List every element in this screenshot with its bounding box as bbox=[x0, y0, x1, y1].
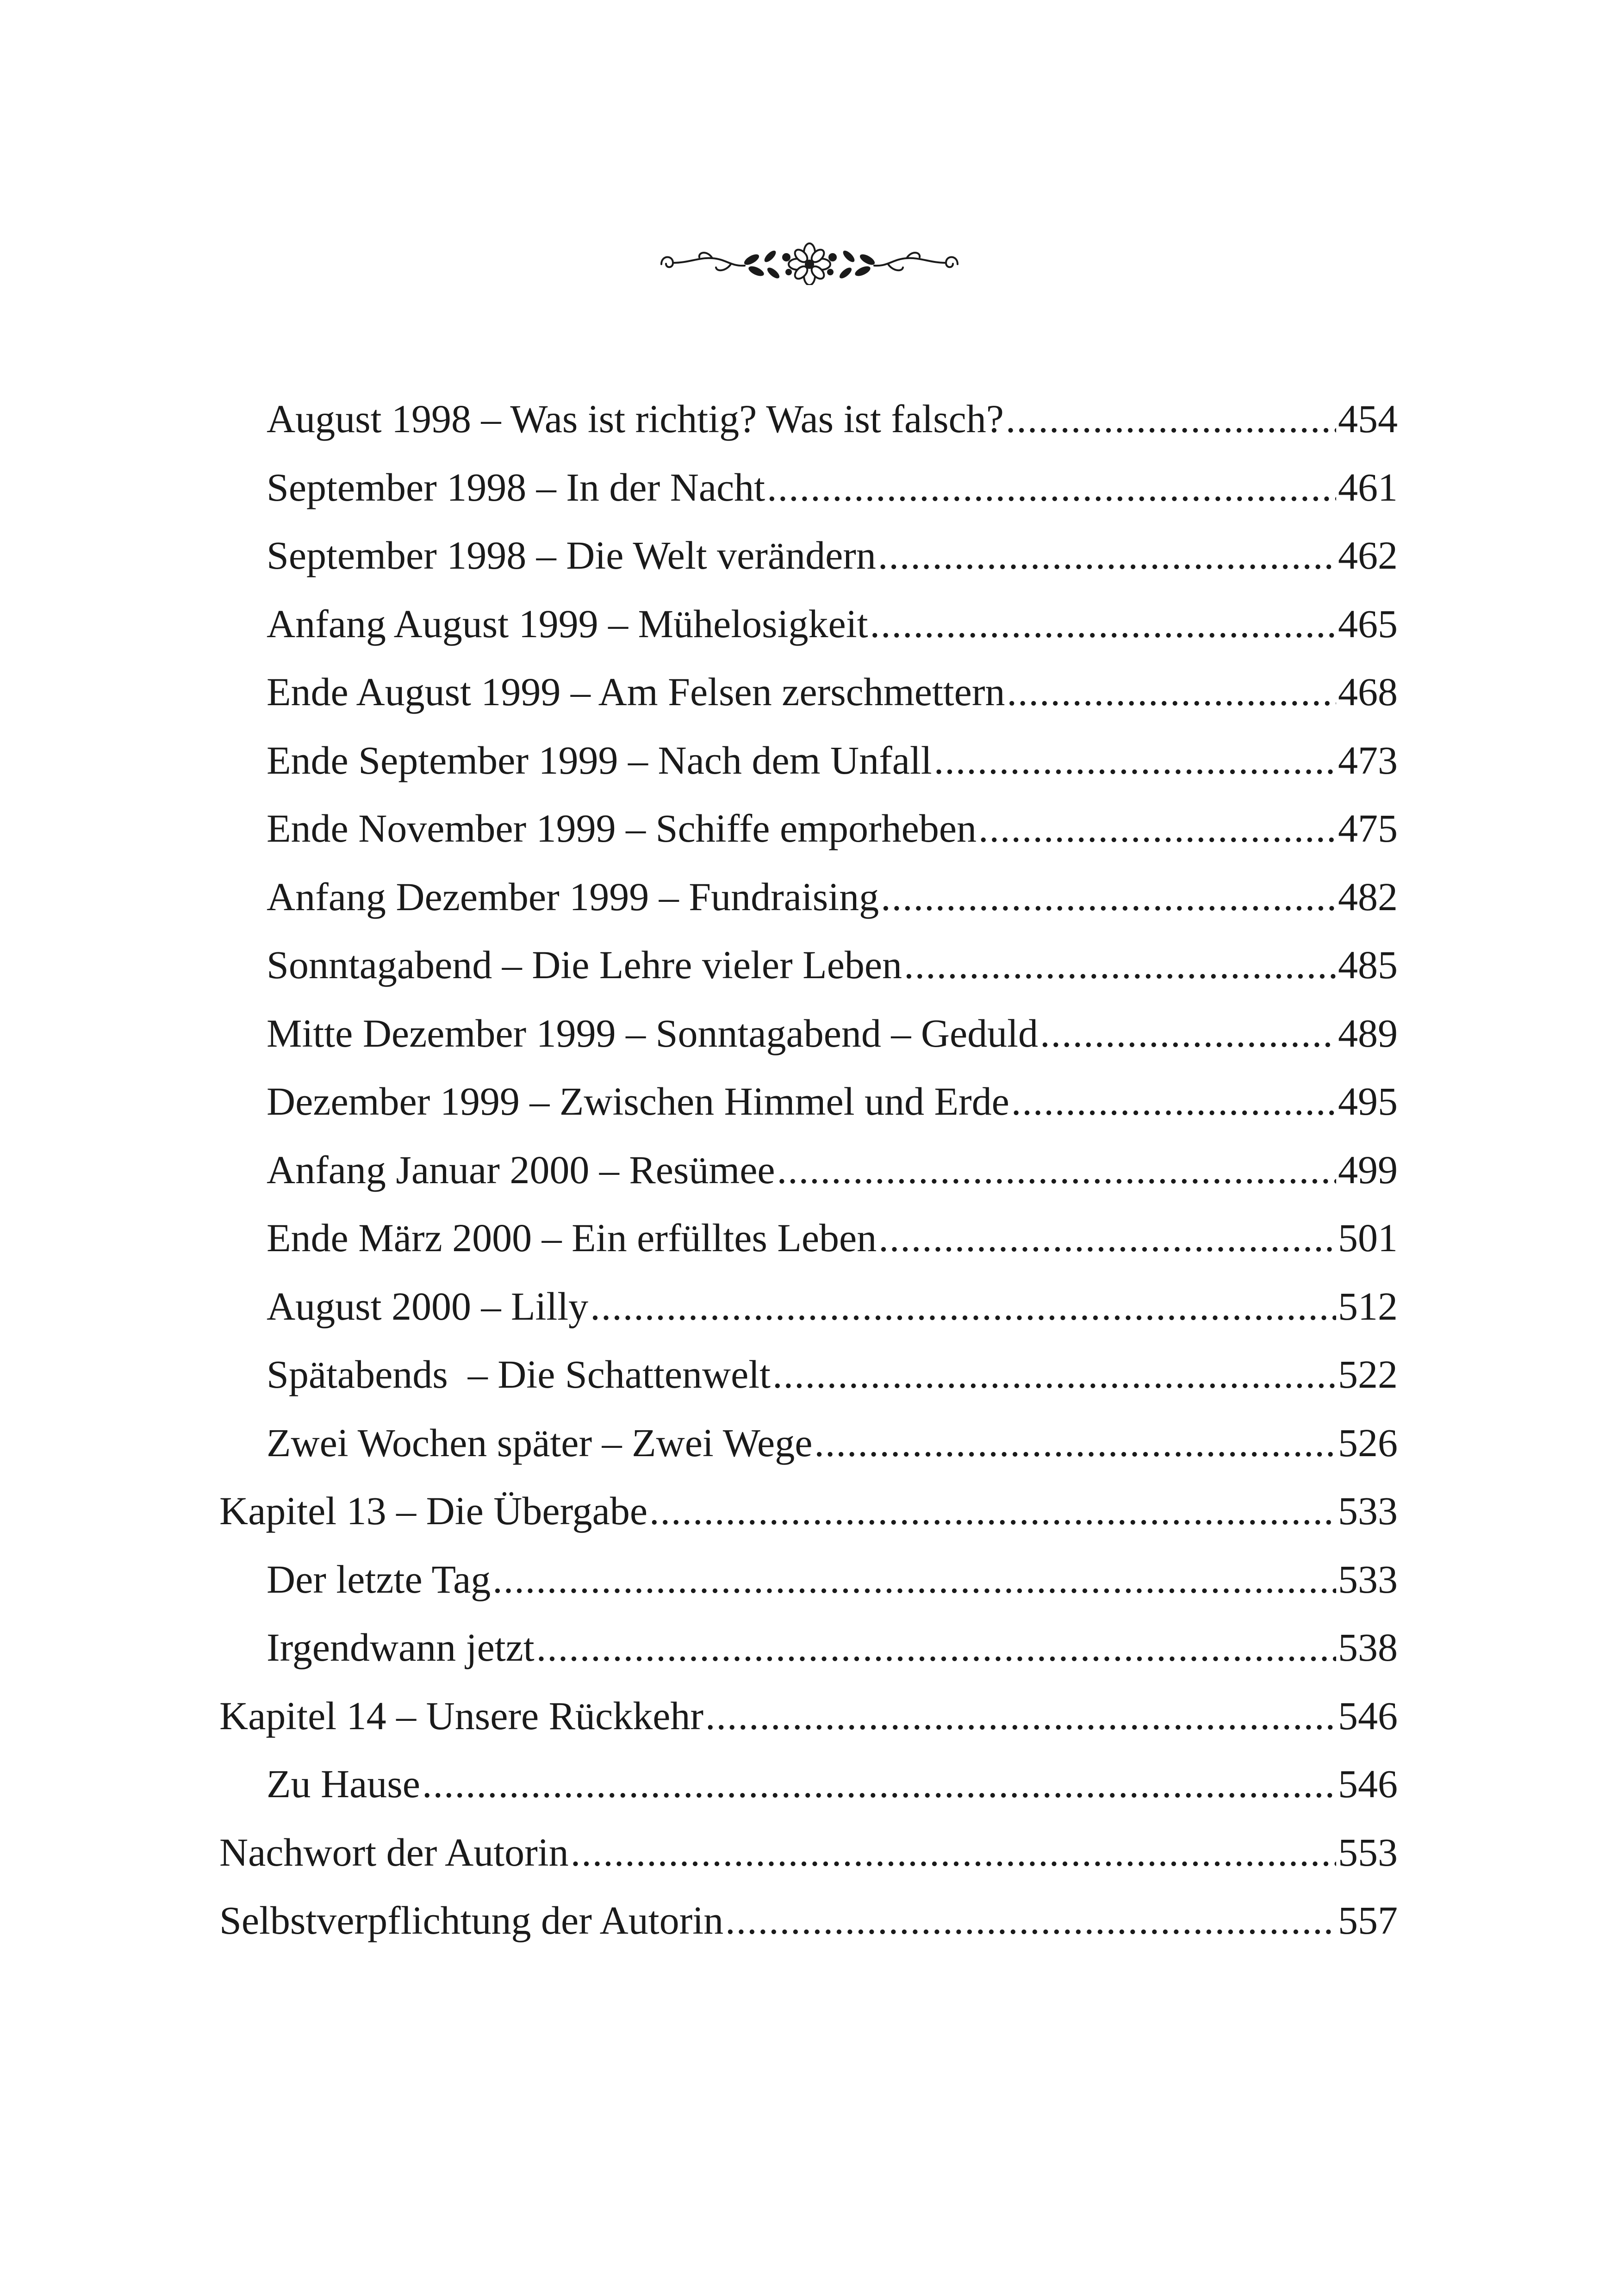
entry-page-number: 475 bbox=[1338, 806, 1398, 850]
toc-chapter-entry bbox=[219, 1688, 1398, 1744]
dot-leader bbox=[590, 1278, 1336, 1334]
entry-title: Spätabends – Die Schattenwelt bbox=[267, 1352, 771, 1396]
dot-leader bbox=[878, 527, 1336, 583]
entry-page-number: 512 bbox=[1338, 1284, 1398, 1328]
entry-page-number: 482 bbox=[1338, 874, 1398, 919]
entry-title: Kapitel 14 – Unsere Rückkehr bbox=[219, 1693, 704, 1738]
entry-page-number: 454 bbox=[1338, 397, 1398, 441]
dot-leader bbox=[777, 1142, 1336, 1198]
entry-page-number: 533 bbox=[1338, 1489, 1398, 1533]
toc-section-entry bbox=[267, 1005, 1398, 1061]
dot-leader bbox=[1006, 391, 1336, 447]
entry-page-number: 462 bbox=[1338, 533, 1398, 577]
dot-leader bbox=[881, 869, 1336, 925]
toc-section-entry bbox=[267, 391, 1398, 447]
entry-page-number: 495 bbox=[1338, 1079, 1398, 1123]
entry-page-number: 522 bbox=[1338, 1352, 1398, 1396]
dot-leader bbox=[705, 1688, 1336, 1744]
toc-section-entry bbox=[267, 732, 1398, 788]
toc-section-entry bbox=[267, 1142, 1398, 1198]
entry-page-number: 546 bbox=[1338, 1762, 1398, 1806]
dot-leader bbox=[878, 1210, 1336, 1266]
toc-section-entry bbox=[267, 459, 1398, 515]
entry-title: Der letzte Tag bbox=[267, 1557, 491, 1601]
entry-page-number: 499 bbox=[1338, 1147, 1398, 1192]
dot-leader bbox=[649, 1483, 1336, 1539]
entry-title: Selbstverpflichtung der Autorin bbox=[219, 1898, 724, 1942]
entry-title: Zwei Wochen später – Zwei Wege bbox=[267, 1420, 813, 1465]
entry-title: Zu Hause bbox=[267, 1762, 420, 1806]
dot-leader bbox=[492, 1551, 1336, 1607]
dot-leader bbox=[814, 1415, 1336, 1471]
toc-section-entry bbox=[267, 1347, 1398, 1402]
dot-leader bbox=[934, 732, 1336, 788]
entry-page-number: 468 bbox=[1338, 670, 1398, 714]
dot-leader bbox=[978, 800, 1336, 856]
entry-title: Irgendwann jetzt bbox=[267, 1625, 535, 1669]
toc-section-entry bbox=[267, 1551, 1398, 1607]
toc-chapter-entry bbox=[219, 1483, 1398, 1539]
dot-leader bbox=[1040, 1005, 1336, 1061]
entry-page-number: 473 bbox=[1338, 738, 1398, 782]
entry-title: Anfang Dezember 1999 – Fundraising bbox=[267, 874, 879, 919]
entry-page-number: 465 bbox=[1338, 601, 1398, 646]
entry-title: Dezember 1999 – Zwischen Himmel und Erde bbox=[267, 1079, 1009, 1123]
entry-title: Anfang August 1999 – Mühelosigkeit bbox=[267, 601, 868, 646]
toc-section-entry bbox=[267, 869, 1398, 925]
dot-leader bbox=[1011, 1074, 1336, 1129]
toc-section-entry bbox=[267, 1415, 1398, 1471]
entry-page-number: 461 bbox=[1338, 465, 1398, 509]
dot-leader bbox=[422, 1756, 1336, 1812]
entry-title: Kapitel 13 – Die Übergabe bbox=[219, 1489, 648, 1533]
entry-page-number: 533 bbox=[1338, 1557, 1398, 1601]
toc-section-entry bbox=[267, 1756, 1398, 1812]
toc-section-entry bbox=[267, 664, 1398, 720]
entry-page-number: 557 bbox=[1338, 1898, 1398, 1942]
toc-section-entry bbox=[267, 596, 1398, 652]
toc-chapter-entry bbox=[219, 1893, 1398, 1948]
entry-page-number: 501 bbox=[1338, 1216, 1398, 1260]
dot-leader bbox=[870, 596, 1337, 652]
toc-section-entry bbox=[267, 527, 1398, 583]
dot-leader bbox=[767, 459, 1336, 515]
toc-section-entry bbox=[267, 800, 1398, 856]
entry-title: September 1998 – In der Nacht bbox=[267, 465, 765, 509]
toc-section-entry bbox=[267, 1210, 1398, 1266]
dot-leader bbox=[536, 1620, 1336, 1675]
dot-leader bbox=[725, 1893, 1336, 1948]
entry-title: Nachwort der Autorin bbox=[219, 1830, 569, 1874]
toc-section-entry bbox=[267, 1278, 1398, 1334]
entry-page-number: 553 bbox=[1338, 1830, 1398, 1874]
entry-page-number: 485 bbox=[1338, 943, 1398, 987]
entry-title: Ende August 1999 – Am Felsen zerschmettern bbox=[267, 670, 1005, 714]
entry-title: August 1998 – Was ist richtig? Was ist falsch? bbox=[267, 397, 1004, 441]
entry-title: September 1998 – Die Welt verändern bbox=[267, 533, 876, 577]
toc-section-entry bbox=[267, 1074, 1398, 1129]
entry-page-number: 546 bbox=[1338, 1693, 1398, 1738]
toc-section-entry bbox=[267, 937, 1398, 993]
dot-leader bbox=[1007, 664, 1337, 720]
entry-title: Ende September 1999 – Nach dem Unfall bbox=[267, 738, 932, 782]
toc-chapter-entry bbox=[219, 1824, 1398, 1880]
entry-title: Mitte Dezember 1999 – Sonntagabend – Geduld bbox=[267, 1011, 1039, 1055]
toc-section-entry bbox=[267, 1620, 1398, 1675]
dot-leader bbox=[904, 937, 1336, 993]
entry-title: Ende November 1999 – Schiffe emporheben bbox=[267, 806, 977, 850]
entry-page-number: 538 bbox=[1338, 1625, 1398, 1669]
floral-divider-icon bbox=[652, 239, 967, 285]
dot-leader bbox=[571, 1824, 1336, 1880]
dot-leader bbox=[772, 1347, 1336, 1402]
entry-title: Anfang Januar 2000 – Resümee bbox=[267, 1147, 775, 1192]
entry-title: Ende März 2000 – Ein erfülltes Leben bbox=[267, 1216, 877, 1260]
entry-page-number: 489 bbox=[1338, 1011, 1398, 1055]
entry-title: August 2000 – Lilly bbox=[267, 1284, 589, 1328]
entry-title: Sonntagabend – Die Lehre vieler Leben bbox=[267, 943, 902, 987]
entry-page-number: 526 bbox=[1338, 1420, 1398, 1465]
